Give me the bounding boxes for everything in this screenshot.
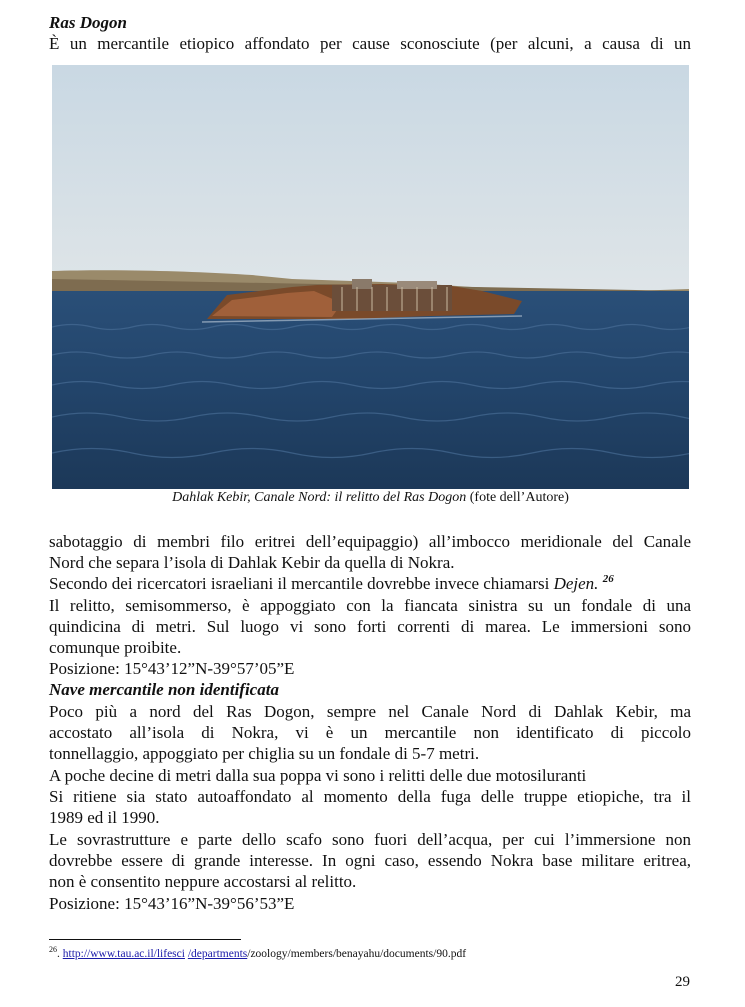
paragraph-line: tonnellaggio, appoggiato per chiglia su un fondale di 5-7 metri.: [49, 744, 480, 763]
shipwreck-photo: [52, 65, 689, 489]
paragraph-line: accostato all’isola di Nokra, vi è un mercantile non identificato di piccolo: [49, 723, 691, 742]
paragraph-line: Poco più a nord del Ras Dogon, sempre nel Canale Nord di Dahlak Kebir, ma: [49, 702, 691, 721]
position-ras-dogon: Posizione: 15°43’12”N-39°57’05”E: [49, 659, 295, 678]
paragraph-line: comunque proibite.: [49, 638, 182, 657]
position-nave: Posizione: 15°43’16”N-39°56’53”E: [49, 894, 295, 913]
footnote-path: /zoology/members/benayahu/documents/90.pdf: [247, 948, 467, 960]
footnote-link[interactable]: http://www.tau.ac.il/lifesci: [62, 948, 185, 960]
footnote-sep: .: [57, 948, 63, 960]
paragraph-line: sabotaggio di membri filo eritrei dell’equipaggio) all’imbocco meridionale del Canale: [49, 532, 691, 551]
ship-name-dejen: Dejen.: [553, 574, 599, 593]
footnote: [49, 946, 466, 962]
footnote-link-departments[interactable]: /departments: [187, 948, 248, 960]
paragraph-line: [49, 573, 691, 594]
paragraph-text: Secondo dei ricercatori israeliani il mercantile dovrebbe invece chiamarsi: [49, 574, 550, 593]
paragraph-line: Le sovrastrutture e parte dello scafo sono fuori dell’acqua, per cui l’immersione non: [49, 830, 691, 849]
paragraph-line: Il relitto, semisommerso, è appoggiato con la fiancata sinistra su un fondale di una: [49, 596, 691, 615]
photo-caption: [52, 489, 689, 507]
footnote-separator: [49, 939, 241, 940]
photo-caption-text: Dahlak Kebir, Canale Nord: il relitto del Ras Dogon: [172, 490, 467, 505]
page-number: 29: [675, 974, 690, 990]
paragraph-line: dovrebbe essere di grande interesse. In ogni caso, essendo Nokra base militare eritrea,: [49, 851, 691, 870]
paragraph-line: È un mercantile etiopico affondato per cause sconosciute (per alcuni, a causa di un: [49, 34, 691, 53]
paragraph-line: non è consentito neppure accostarsi al relitto.: [49, 872, 357, 891]
section-title-ras-dogon: Ras Dogon: [49, 13, 127, 32]
paragraph-line: quindicina di metri. Sul luogo vi sono forti correnti di marea. Le immersioni sono: [49, 617, 691, 636]
photo-credit: (fote dell’Autore): [469, 490, 569, 505]
paragraph-line: 1989 ed il 1990.: [49, 808, 160, 827]
section-title-nave-mercantile: Nave mercantile non identificata: [49, 680, 279, 699]
footnote-number: 26: [49, 945, 57, 954]
paragraph-line: Nord che separa l’isola di Dahlak Kebir da quella di Nokra.: [49, 553, 455, 572]
paragraph-line: Si ritiene sia stato autoaffondato al momento della fuga delle truppe etiopiche, tra il: [49, 787, 691, 806]
footnote-ref[interactable]: 26: [602, 573, 614, 585]
paragraph-line: A poche decine di metri dalla sua poppa vi sono i relitti delle due motosiluranti: [49, 766, 587, 785]
